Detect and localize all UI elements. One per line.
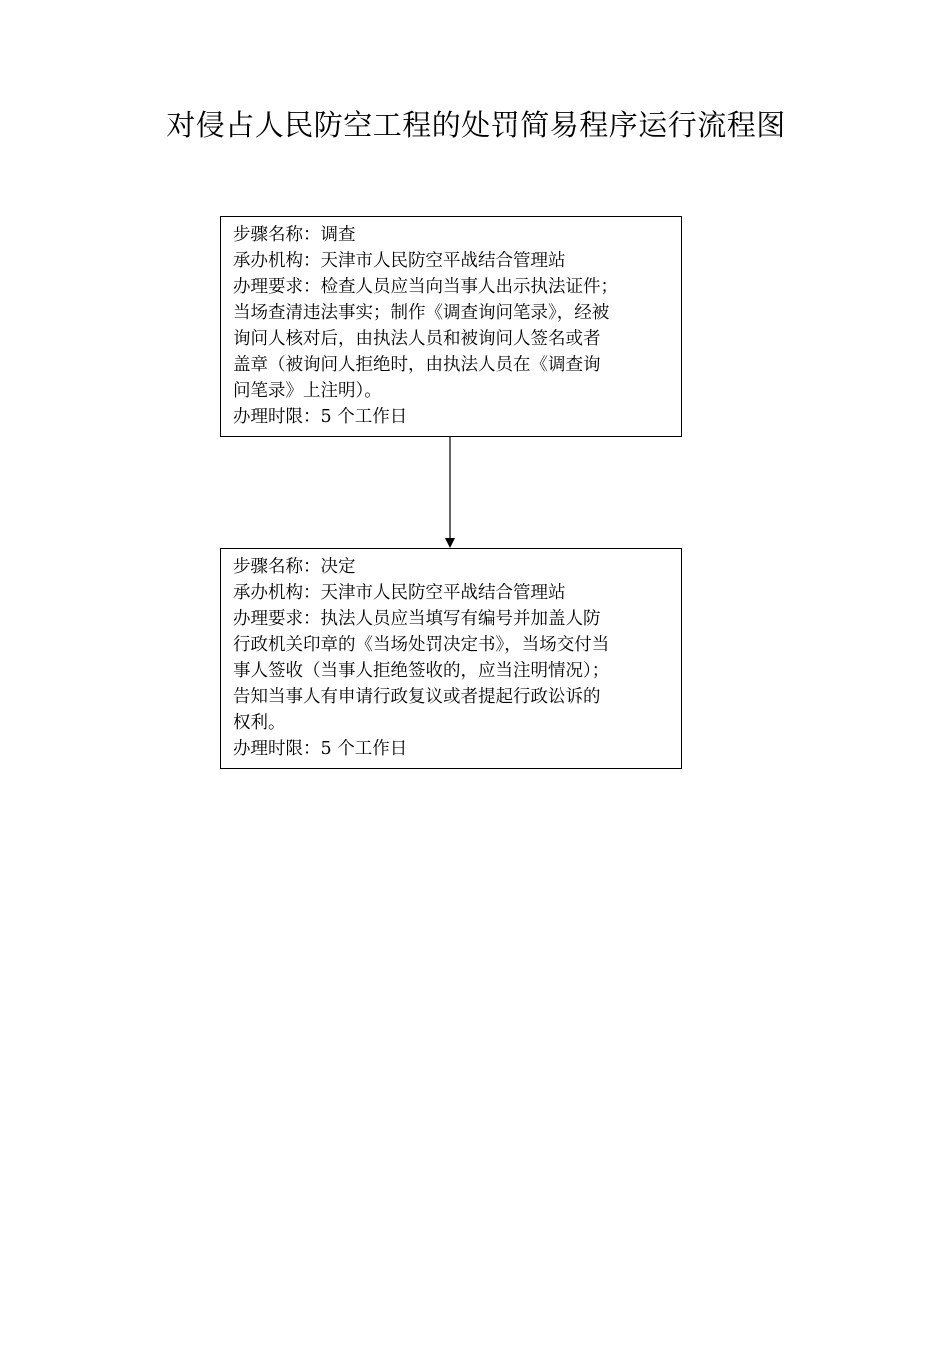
step-time-limit: 办理时限：5 个工作日 <box>233 407 408 427</box>
step-requirement-line: 询问人核对后，由执法人员和被询问人签名或者 <box>233 329 601 349</box>
step-requirement-line: 事人签收（当事人拒绝签收的，应当注明情况）； <box>233 661 610 681</box>
step-requirement-line: 办理要求：检查人员应当向当事人出示执法证件； <box>233 277 618 297</box>
step-requirement-line: 告知当事人有申请行政复议或者提起行政讼诉的 <box>233 687 601 707</box>
flow-step-investigation <box>220 216 682 437</box>
flow-arrow <box>440 437 460 549</box>
step-time-limit: 办理时限：5 个工作日 <box>233 739 408 759</box>
flow-arrowhead <box>445 538 455 548</box>
step-organization: 承办机构：天津市人民防空平战结合管理站 <box>233 583 566 603</box>
step-requirement-line: 权利。 <box>233 713 286 733</box>
step-requirement-line: 行政机关印章的《当场处罚决定书》，当场交付当 <box>233 635 610 655</box>
step-requirement-line: 问笔录》上注明）。 <box>233 381 382 401</box>
step-requirement-line: 盖章（被询问人拒绝时，由执法人员在《调查询 <box>233 355 601 375</box>
step-name: 步骤名称：决定 <box>233 557 356 577</box>
page-title: 对侵占人民防空工程的处罚简易程序运行流程图 <box>166 108 786 142</box>
step-organization: 承办机构：天津市人民防空平战结合管理站 <box>233 251 566 271</box>
step-requirement-line: 当场查清违法事实；制作《调查询问笔录》，经被 <box>233 303 610 323</box>
step-name: 步骤名称：调查 <box>233 225 356 245</box>
flow-step-decision <box>220 548 682 769</box>
step-requirement-line: 办理要求：执法人员应当填写有编号并加盖人防 <box>233 609 601 629</box>
